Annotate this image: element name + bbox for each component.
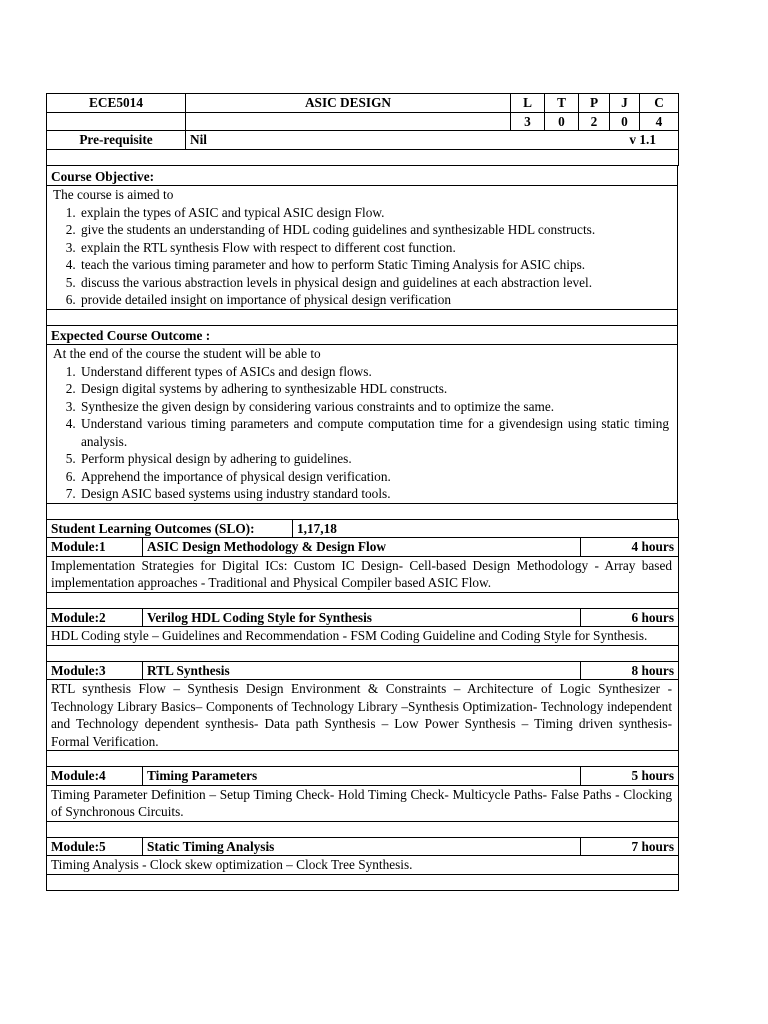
spacer-row (47, 874, 679, 890)
objective-item: 3. explain the RTL synthesis Flow with respect to different cost function. (79, 239, 673, 257)
module-header-row (47, 837, 679, 856)
outcome-list (53, 363, 669, 503)
outcome-item: 7. Design ASIC based systems using industry standard tools. (79, 485, 669, 503)
objective-outcome-table (46, 165, 678, 520)
module-hours: 8 hours (581, 661, 679, 680)
module-label: Module:1 (47, 538, 143, 557)
module-content: Implementation Strategies for Digital ICs: Custom IC Design- Cell-based Design Methodology - Array based implementation approaches - Traditional and Physical Compiler based ASIC Flow. (47, 556, 679, 592)
spacer-row (47, 503, 678, 519)
prerequisite-value: Nil (190, 132, 207, 147)
objective-item: 2. give the students an understanding of HDL coding guidelines and synthesizable HDL constructs. (79, 221, 673, 239)
module-label: Module:2 (47, 608, 143, 627)
ltpjc-t-value: 0 (545, 112, 579, 131)
syllabus-page (46, 93, 678, 891)
slo-value: 1,17,18 (293, 519, 679, 538)
module-header-row (47, 608, 679, 627)
module-hours: 7 hours (581, 837, 679, 856)
prerequisite-label: Pre-requisite (47, 131, 186, 150)
ltpjc-p-value: 2 (579, 112, 610, 131)
outcome-item: 2. Design digital systems by adhering to synthesizable HDL constructs. (79, 380, 669, 398)
module-header-row (47, 661, 679, 680)
objective-item: 1. explain the types of ASIC and typical ASIC design Flow. (79, 204, 673, 222)
objective-item: 4. teach the various timing parameter and how to perform Static Timing Analysis for ASIC chips. (79, 256, 673, 274)
course-version: v 1.1 (629, 132, 656, 147)
ltpjc-j-value: 0 (610, 112, 640, 131)
objective-item: 6. provide detailed insight on importance of physical design verification (79, 291, 673, 309)
module-header-row (47, 538, 679, 557)
module-label: Module:3 (47, 661, 143, 680)
objective-heading: Course Objective: (47, 165, 678, 186)
spacer-row (47, 821, 679, 837)
module-title: RTL Synthesis (143, 661, 581, 680)
empty-cell (186, 112, 511, 131)
ltpjc-c-value: 4 (640, 112, 679, 131)
outcome-body (47, 345, 678, 504)
module-label: Module:5 (47, 837, 143, 856)
outcome-item: 5. Perform physical design by adhering to guidelines. (79, 450, 669, 468)
outcome-intro: At the end of the course the student will be able to (53, 346, 321, 361)
module-content: RTL synthesis Flow – Synthesis Design Environment & Constraints – Architecture of Logic Synthesizer - Technology Library Basics– Components of Technology Library –Synthesis Optimization- Technology independent and Technology dependent synthesis- Data path Synthesis – Low Power Synthesis – Timing driven synthesis- Formal Verification. (47, 680, 679, 751)
course-code-cell: ECE5014 (47, 94, 186, 113)
course-title-cell: ASIC DESIGN (186, 94, 511, 113)
module-content: Timing Parameter Definition – Setup Timing Check- Hold Timing Check- Multicycle Paths- False Paths - Clocking of Synchronous Circuits. (47, 785, 679, 821)
objective-intro: The course is aimed to (53, 187, 174, 202)
slo-row (47, 519, 679, 538)
spacer-row (47, 149, 679, 165)
outcome-item: 3. Synthesize the given design by considering various constraints and to optimize the same. (79, 398, 669, 416)
outcome-item: 6. Apprehend the importance of physical design verification. (79, 468, 669, 486)
empty-cell (47, 112, 186, 131)
spacer-row (47, 645, 679, 661)
module-title: Timing Parameters (143, 767, 581, 786)
module-title: Verilog HDL Coding Style for Synthesis (143, 608, 581, 627)
module-hours: 6 hours (581, 608, 679, 627)
outcome-item: 1. Understand different types of ASICs and design flows. (79, 363, 669, 381)
objective-item: 5. discuss the various abstraction levels in physical design and guidelines at each abstraction level. (79, 274, 673, 292)
ltpjc-l: L (511, 94, 545, 113)
module-hours: 4 hours (581, 538, 679, 557)
objective-body (47, 186, 678, 310)
module-content: Timing Analysis - Clock skew optimization – Clock Tree Synthesis. (47, 856, 679, 875)
ltpjc-j: J (610, 94, 640, 113)
objective-list (53, 204, 673, 309)
course-header-table (46, 93, 679, 166)
slo-label: Student Learning Outcomes (SLO): (47, 519, 293, 538)
module-hours: 5 hours (581, 767, 679, 786)
module-content: HDL Coding style – Guidelines and Recommendation - FSM Coding Guideline and Coding Style for Synthesis. (47, 627, 679, 646)
module-title: ASIC Design Methodology & Design Flow (143, 538, 581, 557)
modules-table (46, 519, 679, 891)
spacer-row (47, 592, 679, 608)
outcome-item: 4. Understand various timing parameters and compute computation time for a givendesign using static timing analysis. (79, 415, 669, 450)
ltpjc-p: P (579, 94, 610, 113)
module-label: Module:4 (47, 767, 143, 786)
module-title: Static Timing Analysis (143, 837, 581, 856)
outcome-heading: Expected Course Outcome : (47, 325, 678, 345)
spacer-row (47, 309, 678, 325)
ltpjc-l-value: 3 (511, 112, 545, 131)
module-header-row (47, 767, 679, 786)
ltpjc-t: T (545, 94, 579, 113)
prerequisite-row (47, 131, 679, 150)
spacer-row (47, 751, 679, 767)
ltpjc-c: C (640, 94, 679, 113)
